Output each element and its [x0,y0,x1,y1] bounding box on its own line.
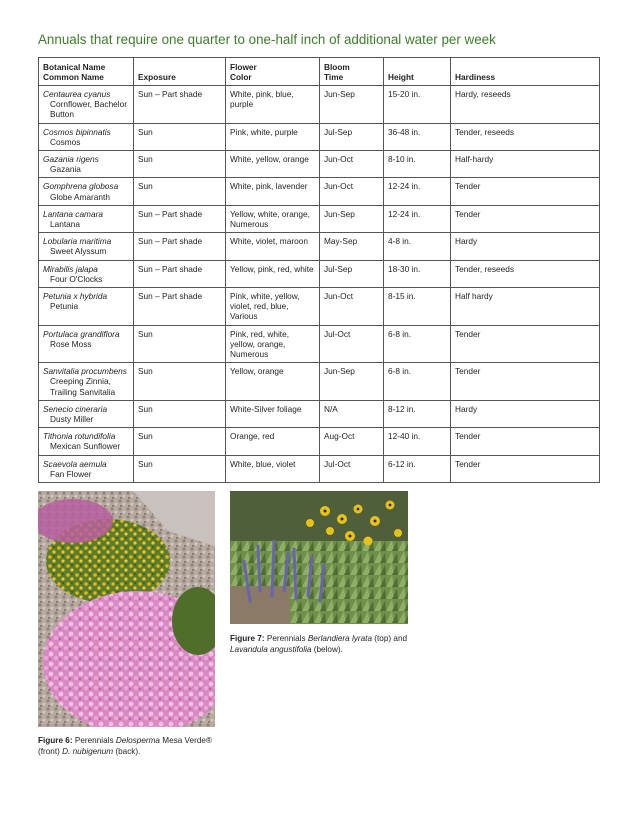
cell-name [39,428,134,455]
cell-height: 36-48 in. [384,123,451,150]
cell-name [39,178,134,205]
cell-hardiness: Tender [451,325,600,363]
botanical-name: Mirabilis jalapa [43,263,98,274]
botanical-name: Lobularia maritima [43,236,112,247]
cell-color: White, pink, blue, purple [226,86,320,124]
botanical-name: Gomphrena globosa [43,181,119,192]
cell-exposure: Sun – Part shade [134,205,226,232]
cell-color: Yellow, pink, red, white [226,260,320,287]
figure-6-caption: Figure 6: Perennials Delosperma Mesa Verde® (front) D. nubigenum (back). [38,736,212,756]
common-name: Mexican Sunflower [50,441,121,452]
cell-hardiness: Tender [451,428,600,455]
cell-bloom: Jul-Oct [320,325,384,363]
cell-name [39,363,134,401]
header-exposure: Exposure [134,58,226,86]
cell-hardiness: Half-hardy [451,151,600,178]
botanical-name: Sanvitalia procumbens [43,366,127,377]
botanical-name: Petunia x hybrida [43,291,108,302]
table-row [39,325,600,363]
common-name: Cornflower, Bachelor Button [50,99,128,120]
cell-bloom: Jun-Oct [320,288,384,326]
cell-name [39,325,134,363]
figure-6-photo [38,491,215,727]
cell-hardiness: Tender [451,178,600,205]
header-name: Botanical Name Common Name [39,58,134,86]
cell-height: 18-30 in. [384,260,451,287]
cell-height: 12-40 in. [384,428,451,455]
page-title: Annuals that require one quarter to one-half inch of additional water per week [38,32,496,47]
common-name: Gazania [50,164,81,175]
botanical-name: Gazania rigens [43,154,99,165]
common-name: Sweet Alyssum [50,246,107,257]
common-name: Petunia [50,301,79,312]
cell-hardiness: Tender [451,205,600,232]
common-name: Rose Moss [50,338,92,349]
cell-exposure: Sun [134,123,226,150]
cell-exposure: Sun [134,363,226,401]
cell-height: 6-8 in. [384,363,451,401]
cell-height: 4-8 in. [384,233,451,260]
cell-bloom: Jun-Sep [320,363,384,401]
botanical-name: Senecio cineraria [43,403,108,414]
table-row [39,205,600,232]
common-name: Fan Flower [50,468,92,479]
botanical-name: Cosmos bipinnatis [43,126,111,137]
table-header-row [39,58,600,86]
cell-name [39,151,134,178]
cell-height: 12-24 in. [384,178,451,205]
table-body [39,86,600,483]
header-bloom: Bloom Time [320,58,384,86]
table-row [39,288,600,326]
table-row [39,428,600,455]
cell-bloom: Jun-Oct [320,151,384,178]
figure-7-image [230,491,408,624]
cell-exposure: Sun – Part shade [134,233,226,260]
table-row [39,233,600,260]
cell-bloom: Jun-Sep [320,205,384,232]
cell-name [39,400,134,427]
table-row [39,178,600,205]
cell-exposure: Sun [134,325,226,363]
cell-height: 6-8 in. [384,325,451,363]
cell-bloom: N/A [320,400,384,427]
cell-name [39,288,134,326]
cell-exposure: Sun – Part shade [134,86,226,124]
header-color: Flower Color [226,58,320,86]
cell-hardiness: Tender [451,363,600,401]
cell-color: Yellow, white, orange, Numerous [226,205,320,232]
common-name: Cosmos [50,136,81,147]
cell-color: White, blue, violet [226,455,320,482]
cell-name [39,86,134,124]
cell-bloom: Jun-Oct [320,178,384,205]
header-hardiness: Hardiness [451,58,600,86]
botanical-name: Portulaca grandiflora [43,328,120,339]
cell-color: White-Silver foliage [226,400,320,427]
botanical-name: Tithonia rotundifolia [43,431,116,442]
annuals-table [38,57,600,483]
cell-name [39,233,134,260]
cell-bloom: Jun-Sep [320,86,384,124]
cell-height: 8-15 in. [384,288,451,326]
botanical-name: Scaevola aemula [43,458,107,469]
cell-bloom: Jul-Sep [320,123,384,150]
cell-height: 8-12 in. [384,400,451,427]
cell-height: 15-20 in. [384,86,451,124]
figure-6-image [38,491,215,727]
cell-hardiness: Hardy, reseeds [451,86,600,124]
figure-7-caption: Figure 7: Perennials Berlandiera lyrata (top) and Lavandula angustifolia (below). [230,634,408,654]
cell-bloom: Jul-Sep [320,260,384,287]
table-row [39,400,600,427]
table-row [39,86,600,124]
cell-name [39,123,134,150]
cell-hardiness: Hardy [451,233,600,260]
cell-hardiness: Tender, reseeds [451,260,600,287]
cell-color: Pink, white, yellow, violet, red, blue, Various [226,288,320,326]
figure-7-photo [230,491,408,624]
cell-name [39,205,134,232]
botanical-name: Lantana camara [43,208,103,219]
cell-hardiness: Half hardy [451,288,600,326]
cell-bloom: May-Sep [320,233,384,260]
table-row [39,455,600,482]
common-name: Four O'Clocks [50,273,103,284]
cell-exposure: Sun [134,428,226,455]
cell-exposure: Sun [134,455,226,482]
common-name: Globe Amaranth [50,191,110,202]
cell-exposure: Sun [134,178,226,205]
table-row [39,260,600,287]
cell-exposure: Sun [134,400,226,427]
common-name: Creeping Zinnia, Trailing Sanvitalia [50,376,116,397]
cell-bloom: Aug-Oct [320,428,384,455]
cell-height: 6-12 in. [384,455,451,482]
cell-color: White, pink, lavender [226,178,320,205]
cell-color: Orange, red [226,428,320,455]
cell-color: White, violet, maroon [226,233,320,260]
cell-height: 8-10 in. [384,151,451,178]
cell-exposure: Sun – Part shade [134,288,226,326]
cell-hardiness: Tender, reseeds [451,123,600,150]
cell-exposure: Sun [134,151,226,178]
botanical-name: Centaurea cyanus [43,89,111,99]
cell-height: 12-24 in. [384,205,451,232]
table-row [39,363,600,401]
common-name: Dusty Miller [50,414,94,425]
cell-bloom: Jul-Oct [320,455,384,482]
cell-hardiness: Tender [451,455,600,482]
table-row [39,123,600,150]
cell-name [39,260,134,287]
common-name: Lantana [50,219,80,230]
cell-exposure: Sun – Part shade [134,260,226,287]
cell-hardiness: Hardy [451,400,600,427]
cell-color: White, yellow, orange [226,151,320,178]
table-row [39,151,600,178]
header-height: Height [384,58,451,86]
cell-color: Pink, white, purple [226,123,320,150]
cell-name [39,455,134,482]
cell-color: Pink, red, white, yellow, orange, Numerous [226,325,320,363]
cell-color: Yellow, orange [226,363,320,401]
